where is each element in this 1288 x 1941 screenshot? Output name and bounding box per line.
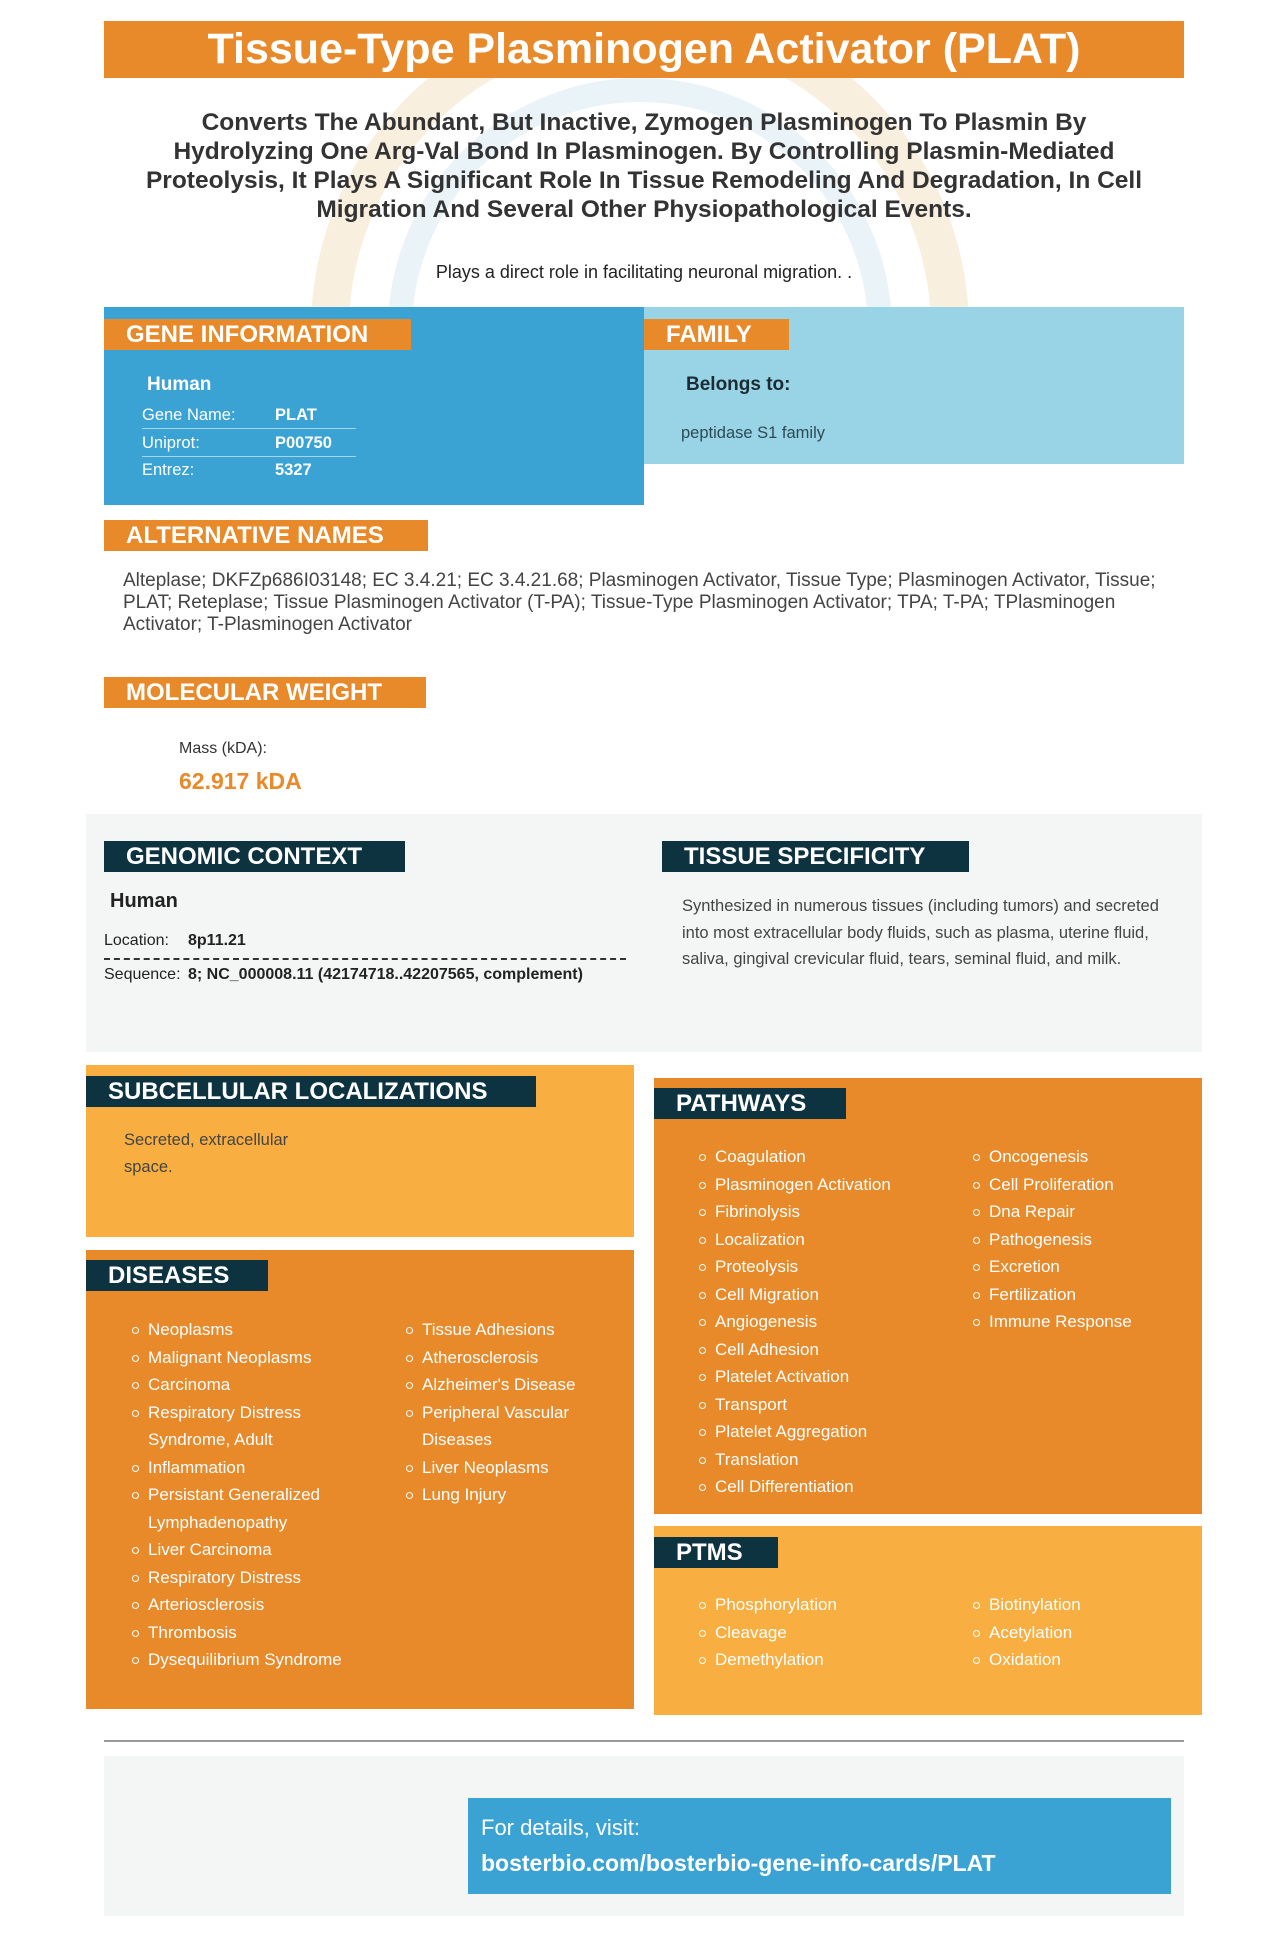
pathway-item: Angiogenesis xyxy=(697,1308,957,1336)
pathway-item: Cell Adhesion xyxy=(697,1336,957,1364)
disease-item: Arteriosclerosis xyxy=(130,1591,350,1619)
disease-item: Thrombosis xyxy=(130,1619,350,1647)
genomic-context-heading: GENOMIC CONTEXT xyxy=(104,841,405,872)
ptms-heading: PTMS xyxy=(654,1537,778,1568)
pathway-item: Plasminogen Activation xyxy=(697,1171,957,1199)
disease-item: Respiratory Distress xyxy=(130,1564,350,1592)
dashed-divider xyxy=(104,958,626,960)
pathway-item: Cell Differentiation xyxy=(697,1473,957,1501)
subcellular-heading: SUBCELLULAR LOCALIZATIONS xyxy=(86,1076,536,1107)
uniprot-value: P00750 xyxy=(275,434,332,452)
sequence-value: 8; NC_000008.11 (42174718..42207565, complement) xyxy=(188,966,583,983)
gene-name-value: PLAT xyxy=(275,406,317,424)
mass-label: Mass (kDA): xyxy=(179,740,267,757)
diseases-heading: DISEASES xyxy=(86,1260,268,1291)
disease-item: Liver Carcinoma xyxy=(130,1536,350,1564)
pathway-item: Dna Repair xyxy=(971,1198,1191,1226)
gene-info-heading: GENE INFORMATION xyxy=(104,319,411,350)
details-link[interactable]: bosterbio.com/bosterbio-gene-info-cards/PLAT xyxy=(481,1850,996,1876)
family-value: peptidase S1 family xyxy=(681,424,825,442)
function-summary: Converts The Abundant, But Inactive, Zymogen Plasminogen To Plasmin By Hydrolyzing One Arg-Val Bond In Plasminogen. By Controlling Plasmin-Mediated Proteolysis, It Plays A Significant Role In Tissue Remodeling And Degradation, In Cell Migration And Several Other Physiopathological Events. xyxy=(145,109,1143,223)
alternative-names-heading: ALTERNATIVE NAMES xyxy=(104,520,428,551)
disease-item: Malignant Neoplasms xyxy=(130,1344,350,1372)
sequence-label: Sequence: xyxy=(104,966,181,983)
pathway-item: Pathogenesis xyxy=(971,1226,1191,1254)
gene-name-label: Gene Name: xyxy=(142,406,236,424)
disease-item: Lung Injury xyxy=(404,1481,609,1509)
pathway-item: Immune Response xyxy=(971,1308,1191,1336)
details-label: For details, visit: xyxy=(481,1815,640,1840)
diseases-list-col2 xyxy=(404,1316,609,1509)
genomic-species: Human xyxy=(110,890,178,912)
pathway-item: Localization xyxy=(697,1226,957,1254)
pathway-item: Coagulation xyxy=(697,1143,957,1171)
tissue-specificity-heading: TISSUE SPECIFICITY xyxy=(662,841,969,872)
disease-item: Tissue Adhesions xyxy=(404,1316,609,1344)
ptms-list-col1 xyxy=(697,1591,937,1674)
disease-item: Atherosclerosis xyxy=(404,1344,609,1372)
entrez-value: 5327 xyxy=(275,461,312,479)
ptm-item: Cleavage xyxy=(697,1619,937,1647)
entrez-label: Entrez: xyxy=(142,461,195,479)
pathway-item: Cell Proliferation xyxy=(971,1171,1191,1199)
alternative-names-text: Alteplase; DKFZp686I03148; EC 3.4.21; EC 3.4.21.68; Plasminogen Activator, Tissue Type; Plasminogen Activator, Tissue; PLAT; Reteplase; Tissue Plasminogen Activator (T-PA); Tissue-Type Plasminogen Activator; TPA; T-PA; TPlasminogen Activator; T-Plasminogen Activator xyxy=(123,570,1156,635)
ptm-item: Acetylation xyxy=(971,1619,1171,1647)
pathway-item: Fibrinolysis xyxy=(697,1198,957,1226)
divider xyxy=(142,456,356,457)
molecular-weight-heading: MOLECULAR WEIGHT xyxy=(104,677,426,708)
uniprot-label: Uniprot: xyxy=(142,434,200,452)
disease-item: Inflammation xyxy=(130,1454,350,1482)
disease-item: Peripheral Vascular Diseases xyxy=(404,1399,609,1454)
pathways-list-col2 xyxy=(971,1143,1191,1336)
mass-value: 62.917 kDA xyxy=(179,768,302,794)
tissue-specificity-text: Synthesized in numerous tissues (including tumors) and secreted into most extracellular body fluids, such as plasma, uterine fluid, saliva, gingival crevicular fluid, tears, seminal fluid, and milk. xyxy=(682,897,1159,968)
pathway-item: Proteolysis xyxy=(697,1253,957,1281)
disease-item: Respiratory Distress Syndrome, Adult xyxy=(130,1399,350,1454)
disease-item: Neoplasms xyxy=(130,1316,350,1344)
diseases-list-col1 xyxy=(130,1316,350,1674)
details-box xyxy=(468,1798,1171,1894)
role-text: Plays a direct role in facilitating neuronal migration. . xyxy=(435,262,853,282)
location-value: 8p11.21 xyxy=(188,932,246,949)
pathway-item: Cell Migration xyxy=(697,1281,957,1309)
pathway-item: Oncogenesis xyxy=(971,1143,1191,1171)
disease-item: Liver Neoplasms xyxy=(404,1454,609,1482)
pathway-item: Transport xyxy=(697,1391,957,1419)
gene-species: Human xyxy=(147,374,212,395)
ptms-list-col2 xyxy=(971,1591,1171,1674)
divider xyxy=(142,428,356,429)
pathway-item: Platelet Aggregation xyxy=(697,1418,957,1446)
family-belongs-label: Belongs to: xyxy=(686,374,791,395)
pathways-heading: PATHWAYS xyxy=(654,1088,846,1119)
pathway-item: Platelet Activation xyxy=(697,1363,957,1391)
pathways-list-col1 xyxy=(697,1143,957,1501)
pathway-item: Fertilization xyxy=(971,1281,1191,1309)
ptm-item: Phosphorylation xyxy=(697,1591,937,1619)
family-heading: FAMILY xyxy=(644,319,789,350)
disease-item: Alzheimer's Disease xyxy=(404,1371,609,1399)
ptm-item: Oxidation xyxy=(971,1646,1171,1674)
disease-item: Dysequilibrium Syndrome xyxy=(130,1646,350,1674)
subcellular-text: Secreted, extracellular space. xyxy=(124,1131,289,1176)
ptm-item: Demethylation xyxy=(697,1646,937,1674)
disease-item: Carcinoma xyxy=(130,1371,350,1399)
ptm-item: Biotinylation xyxy=(971,1591,1171,1619)
pathway-item: Translation xyxy=(697,1446,957,1474)
location-label: Location: xyxy=(104,932,169,949)
pathway-item: Excretion xyxy=(971,1253,1191,1281)
disease-item: Persistant Generalized Lymphadenopathy xyxy=(130,1481,350,1536)
footer-divider xyxy=(104,1740,1184,1742)
page-title: Tissue-Type Plasminogen Activator (PLAT) xyxy=(104,21,1184,78)
